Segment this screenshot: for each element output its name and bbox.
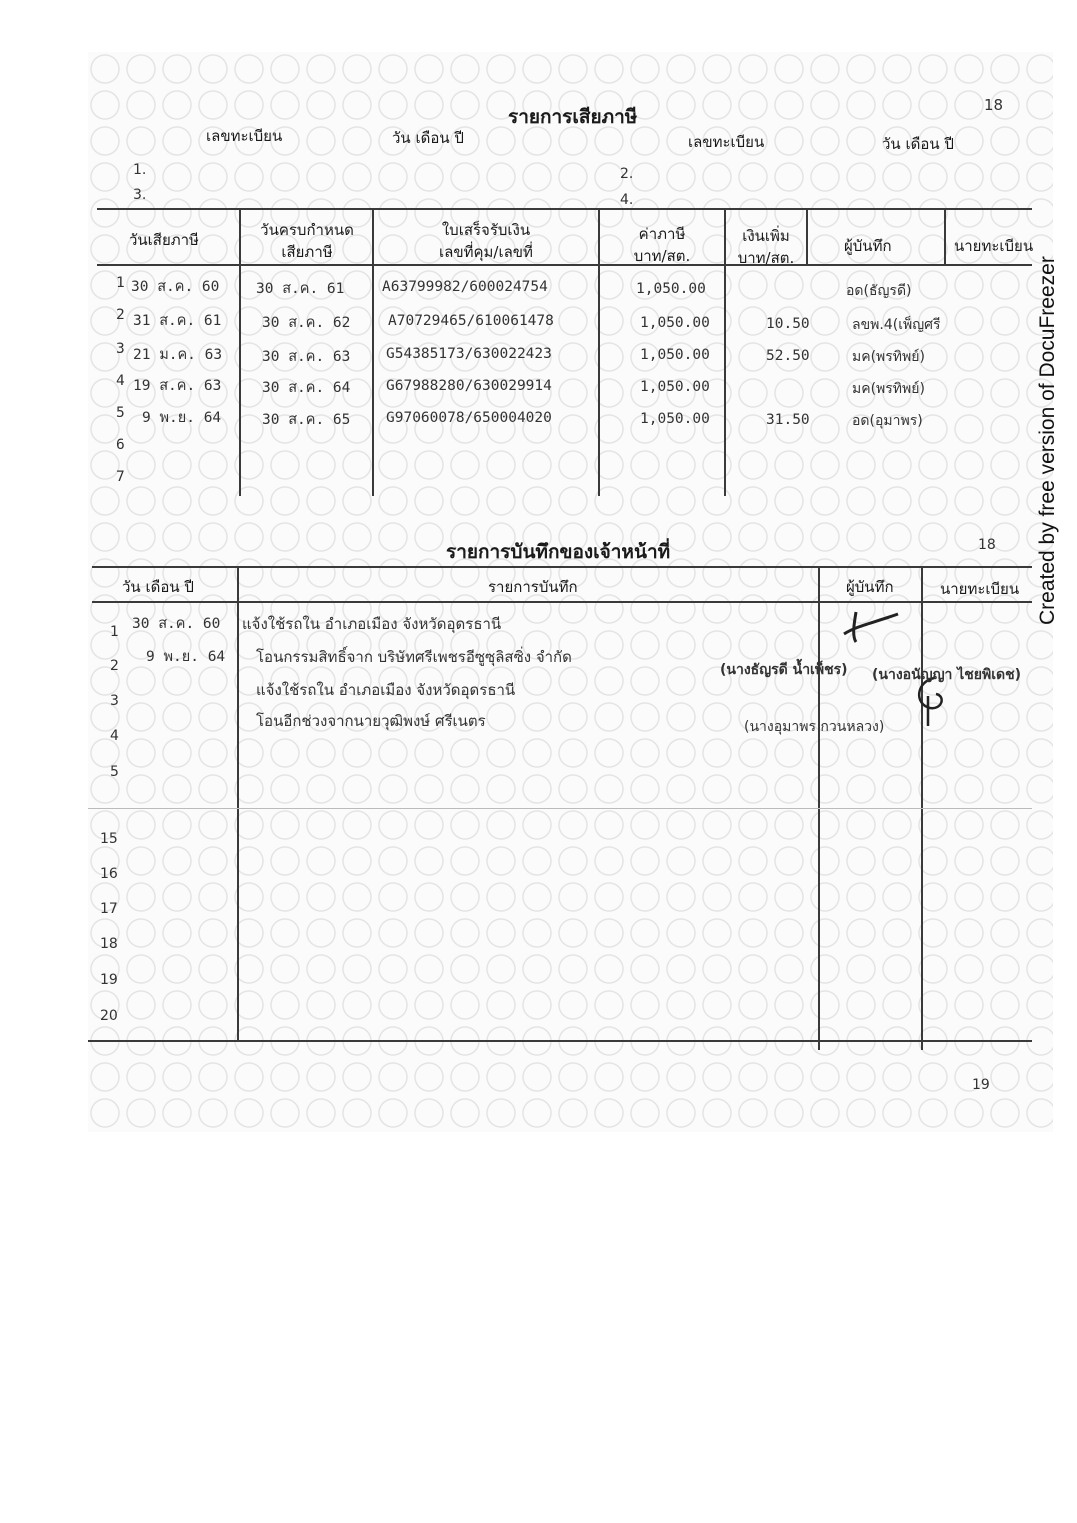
- entry-number: 4: [110, 728, 119, 744]
- due-date: 30 ส.ค. 64: [262, 380, 351, 396]
- reg-date-header-2: วัน เดือน ปี: [882, 135, 954, 153]
- officer-col-divider: [237, 566, 239, 1041]
- tax-col-divider: [944, 208, 946, 264]
- entry-date: 9 พ.ย. 64: [146, 649, 226, 665]
- recorder-name: อด(ธัญรดี): [846, 283, 912, 299]
- row-number: 17: [100, 901, 118, 917]
- entry-number: 1: [110, 624, 119, 640]
- row-number: 7: [116, 469, 125, 485]
- pay-date: 19 ส.ค. 63: [133, 378, 222, 394]
- tax-amount: 1,050.00: [636, 281, 706, 297]
- row-number: 5: [116, 405, 125, 421]
- receipt-number: G54385173/630022423: [386, 346, 552, 362]
- col-entry: รายการบันทึก: [488, 578, 578, 596]
- page-number-bottom: 19: [972, 1077, 990, 1093]
- page-number-top: 18: [984, 96, 1004, 114]
- pay-date: 9 พ.ย. 64: [142, 410, 222, 426]
- due-date: 30 ส.ค. 63: [262, 349, 351, 365]
- recorder-name: อด(อุมาพร): [852, 413, 923, 429]
- tax-amount: 1,050.00: [640, 411, 710, 427]
- signature-name-2: (นางอนัญญา ไชยพิเดช): [872, 667, 1021, 683]
- tax-table-top-border: [97, 208, 1032, 210]
- receipt-number: A63799982/600024754: [382, 279, 548, 295]
- entry-text: โอนอีกช่วงจากนายวุฒิพงษ์ ศรีเนตร: [256, 712, 486, 730]
- receipt-number: A70729465/610061478: [388, 313, 554, 329]
- row-number: 16: [100, 866, 118, 882]
- reg-row-1: 1.: [133, 162, 147, 178]
- due-date: 30 ส.ค. 62: [262, 315, 351, 331]
- officer-table-bottom-border: [88, 1040, 1032, 1042]
- col-receipt-line1: ใบเสร็จรับเงิน: [441, 221, 531, 239]
- tax-col-divider: [806, 208, 808, 264]
- tax-amount: 1,050.00: [640, 379, 710, 395]
- signature-name-3: (นางอุมาพร กวนหลวง): [744, 719, 885, 735]
- receipt-number: G97060078/650004020: [386, 410, 552, 426]
- col-receipt-line2: เลขที่คุม/เลขที่: [439, 243, 533, 261]
- tax-col-divider: [239, 208, 241, 496]
- tax-amount: 1,050.00: [640, 347, 710, 363]
- extra-amount: 10.50: [766, 316, 810, 332]
- row-number: 18: [100, 936, 118, 952]
- entry-number: 3: [110, 693, 119, 709]
- entry-date: 30 ส.ค. 60: [132, 616, 221, 632]
- pay-date: 30 ส.ค. 60: [131, 279, 220, 295]
- tax-table-header-border: [97, 264, 1032, 266]
- col-pay-date: วันเสียภาษี: [129, 231, 199, 249]
- row-number: 15: [100, 831, 118, 847]
- col-recorder: ผู้บันทึก: [844, 237, 892, 255]
- officer-page-number: 18: [978, 537, 996, 553]
- due-date: 30 ส.ค. 65: [262, 412, 351, 428]
- col-due-line2: เสียภาษี: [281, 243, 333, 261]
- col-due-line1: วันครบกำหนด: [260, 221, 354, 239]
- signature-mark: [836, 604, 902, 648]
- col-tax-line2: บาท/สต.: [633, 247, 691, 265]
- col-tax-line1: ค่าภาษี: [638, 225, 686, 243]
- col-extra-line2: บาท/สต.: [737, 249, 795, 267]
- col-registrar: นายทะเบียน: [940, 580, 1020, 598]
- extra-amount: 52.50: [766, 348, 810, 364]
- signature-name-1: (นางธัญรดี น้ำเพ็ชร): [720, 662, 848, 678]
- recorder-name: ลขพ.4(เพ็ญศรี: [852, 317, 941, 333]
- row-number: 6: [116, 437, 125, 453]
- tax-section-title: รายการเสียภาษี: [508, 106, 638, 128]
- reg-header-1: เลขทะเบียน: [206, 127, 283, 145]
- pay-date: 21 ม.ค. 63: [133, 347, 223, 363]
- recorder-name: มค(พรทิพย์): [852, 381, 925, 397]
- fold-line: [88, 808, 1032, 809]
- officer-table-top-border: [92, 566, 1032, 568]
- row-number: 4: [116, 373, 125, 389]
- due-date: 30 ส.ค. 61: [256, 281, 345, 297]
- col-registrar: นายทะเบียน: [954, 237, 1034, 255]
- entry-number: 2: [110, 658, 119, 674]
- entry-number: 5: [110, 764, 119, 780]
- watermark-text: Created by free version of DocuFreezer: [1036, 256, 1059, 625]
- pay-date: 31 ส.ค. 61: [133, 313, 222, 329]
- tax-amount: 1,050.00: [640, 315, 710, 331]
- row-number: 19: [100, 972, 118, 988]
- entry-text: โอนกรรมสิทธิ์จาก บริษัทศรีเพชรอีซูซุลิสซิ่ง จำกัด: [256, 648, 572, 666]
- row-number: 2: [116, 307, 125, 323]
- entry-text: แจ้งใช้รถใน อำเภอเมือง จังหวัดอุดรธานี: [242, 615, 502, 633]
- col-extra-line1: เงินเพิ่ม: [742, 227, 790, 245]
- reg-header-2: เลขทะเบียน: [688, 133, 765, 151]
- recorder-name: มค(พรทิพย์): [852, 349, 925, 365]
- reg-date-header-1: วัน เดือน ปี: [392, 129, 464, 147]
- officer-table-header-border: [92, 601, 1032, 603]
- extra-amount: 31.50: [766, 412, 810, 428]
- reg-row-4: 4.: [620, 192, 634, 208]
- col-recorder: ผู้บันทึก: [846, 578, 894, 596]
- row-number: 1: [116, 275, 125, 291]
- reg-row-2: 2.: [620, 166, 634, 182]
- officer-section-title: รายการบันทึกของเจ้าหน้าที่: [446, 541, 671, 563]
- row-number: 3: [116, 341, 125, 357]
- receipt-number: G67988280/630029914: [386, 378, 552, 394]
- row-number: 20: [100, 1008, 118, 1024]
- reg-row-3: 3.: [133, 187, 147, 203]
- col-date: วัน เดือน ปี: [122, 578, 194, 596]
- entry-text: แจ้งใช้รถใน อำเภอเมือง จังหวัดอุดรธานี: [256, 681, 516, 699]
